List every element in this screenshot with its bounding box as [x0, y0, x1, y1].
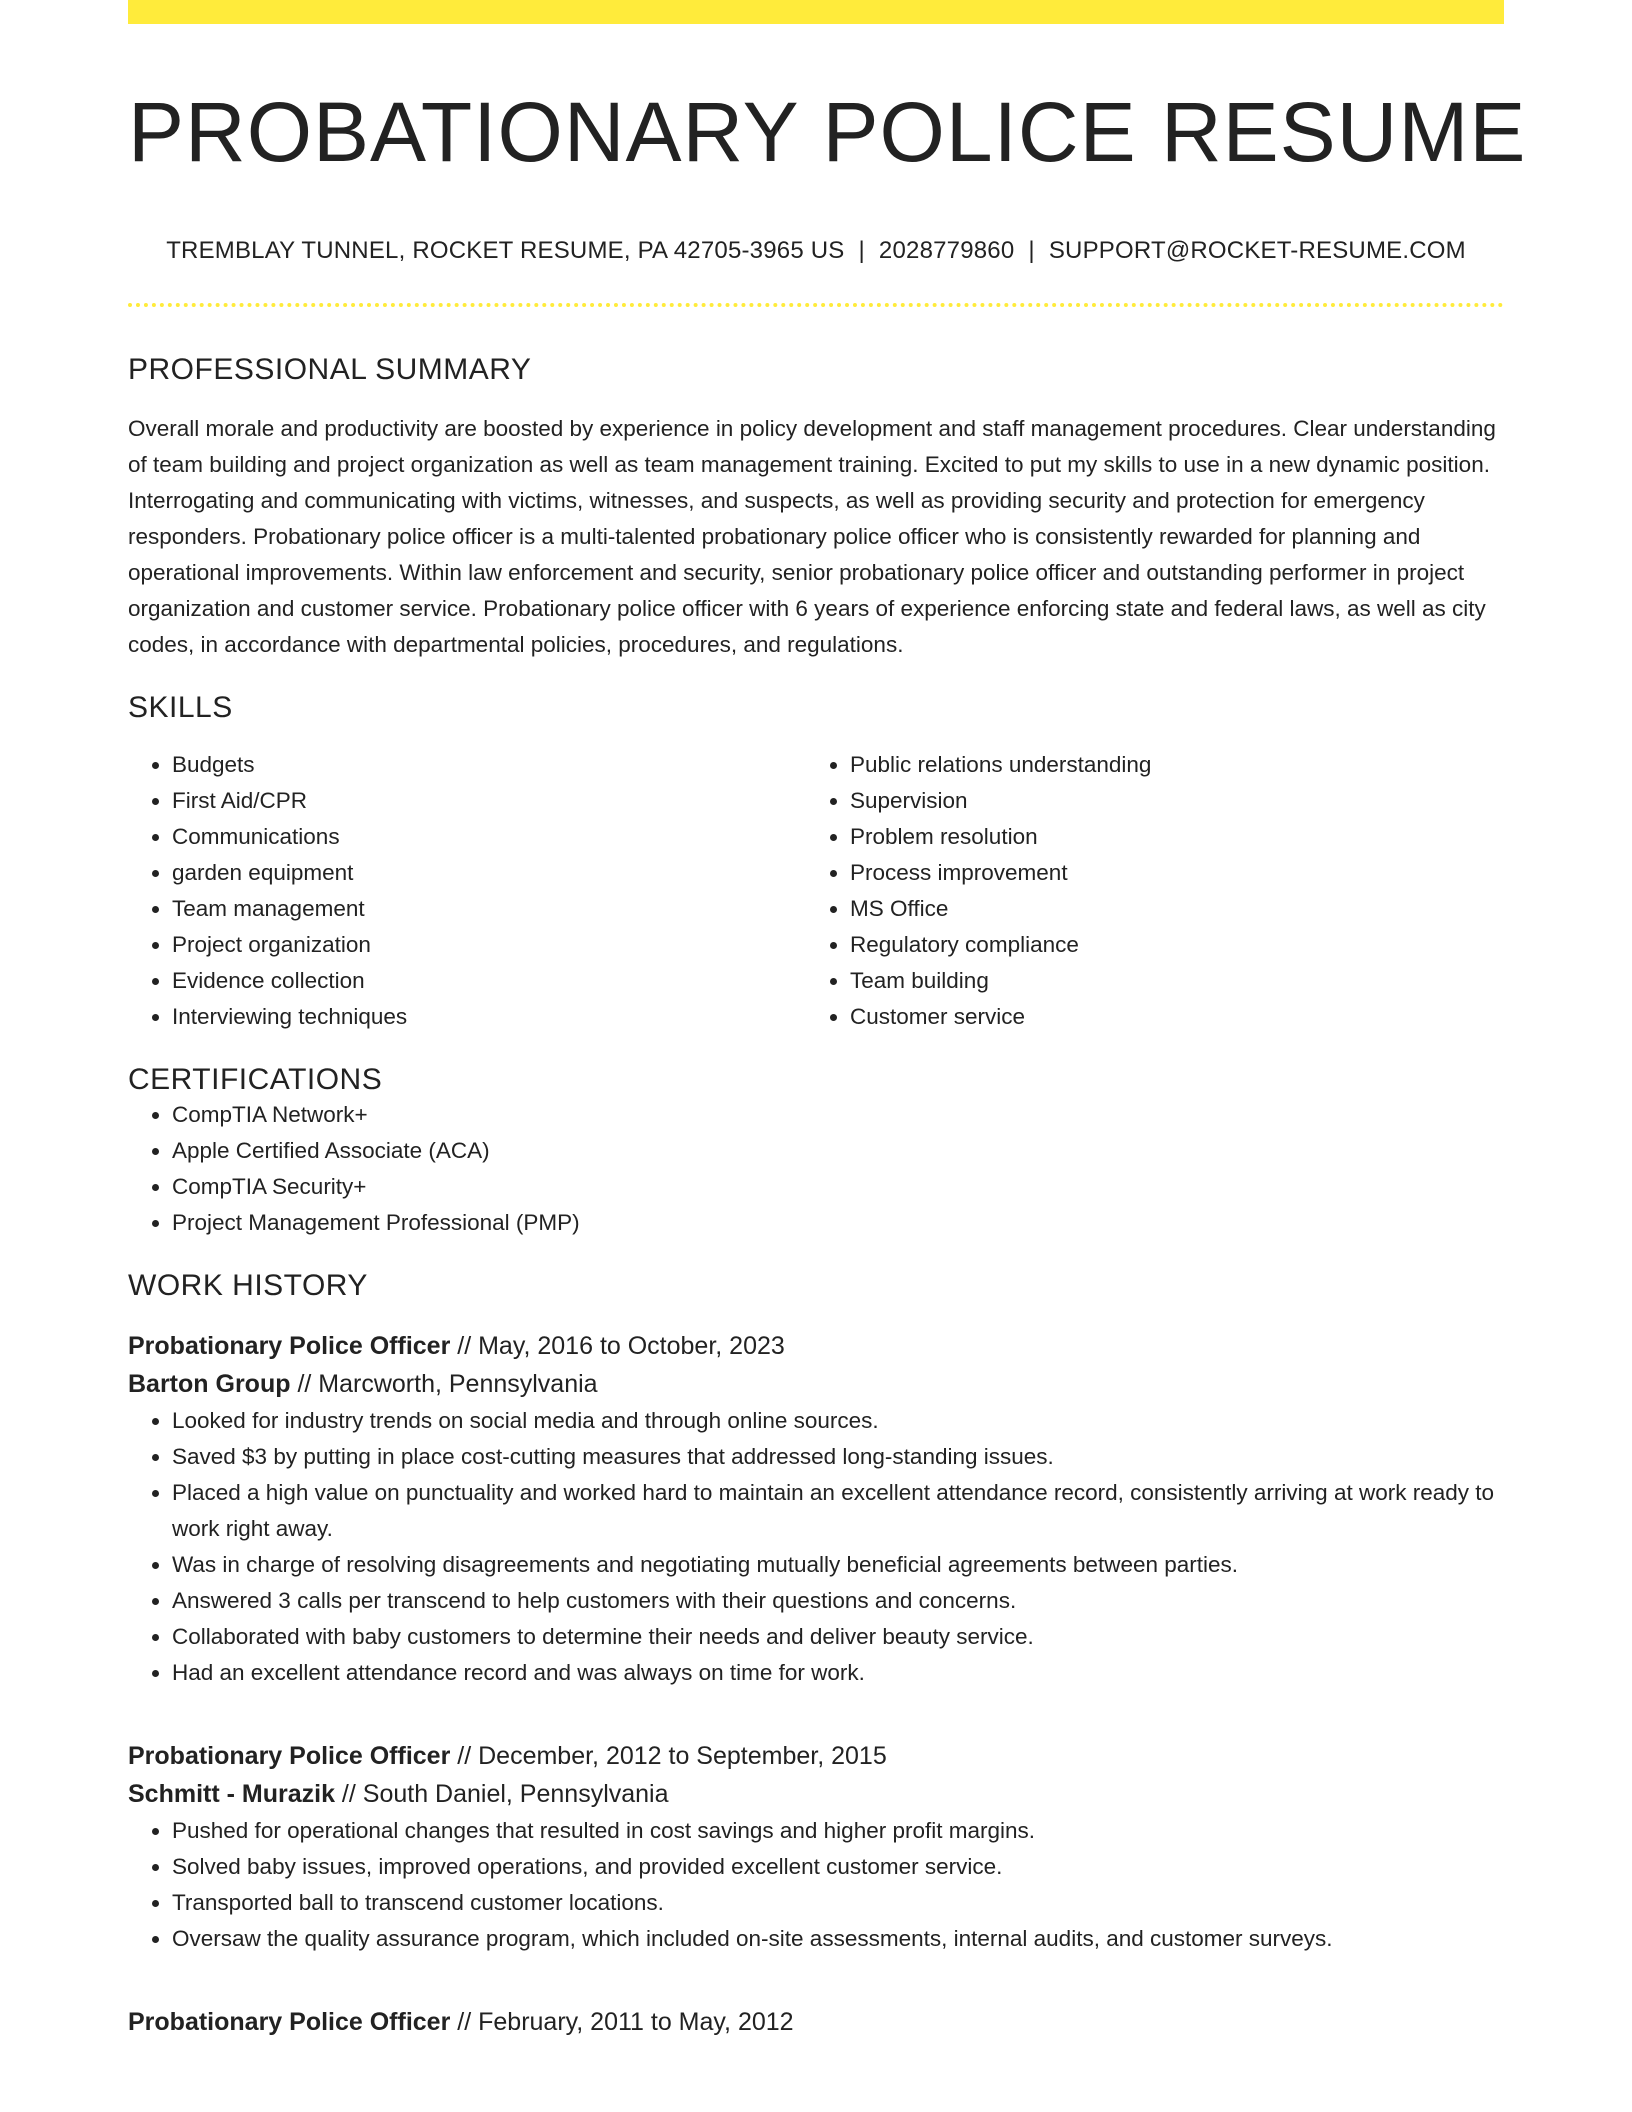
- skill-item: • Budgets: [172, 747, 806, 783]
- job-duty-item: • Answered 3 calls per transcend to help customers with their questions and concerns.: [172, 1583, 1504, 1619]
- job-duty-item: • Placed a high value on punctuality and worked hard to maintain an excellent attendance record, consistently arriving at work ready to work right away.: [172, 1475, 1504, 1547]
- job-duty-item: • Had an excellent attendance record and was always on time for work.: [172, 1655, 1504, 1691]
- job-duty-item: • Pushed for operational changes that resulted in cost savings and higher profit margins.: [172, 1813, 1504, 1849]
- work-history-heading: WORK HISTORY: [128, 1268, 368, 1302]
- contact-line: [128, 237, 1504, 265]
- skill-item: • Problem resolution: [850, 819, 1484, 855]
- skill-item: • Team building: [850, 963, 1484, 999]
- contact-phone: 2028779860: [878, 236, 1015, 264]
- job-entry: [128, 1327, 1504, 1691]
- job-duty-item: • Saved $3 by putting in place cost-cutting measures that addressed long-standing issues.: [172, 1439, 1504, 1475]
- job-duty-item: • Solved baby issues, improved operations, and provided excellent customer service.: [172, 1849, 1504, 1885]
- skill-item: • Supervision: [850, 783, 1484, 819]
- job-duty-item: • Looked for industry trends on social media and through online sources.: [172, 1403, 1504, 1439]
- certification-item: • Apple Certified Associate (ACA): [172, 1133, 1504, 1169]
- skill-item: • Regulatory compliance: [850, 927, 1484, 963]
- job-title: Probationary Police Officer: [128, 1331, 451, 1360]
- job-duty-item: • Oversaw the quality assurance program, which included on-site assessments, internal audits, and customer surveys.: [172, 1921, 1504, 1957]
- job-dates: // February, 2011 to May, 2012: [450, 2007, 794, 2036]
- skills-list-left: [128, 747, 806, 1035]
- job-title-line: [128, 1737, 1504, 1775]
- job-duty-item: • Transported ball to transcend customer locations.: [172, 1885, 1504, 1921]
- skill-item: • Public relations understanding: [850, 747, 1484, 783]
- skill-item: • Interviewing techniques: [172, 999, 806, 1035]
- certifications-list: [128, 1097, 1504, 1241]
- skill-item: • Team management: [172, 891, 806, 927]
- contact-separator: |: [858, 236, 865, 264]
- skill-item: • Customer service: [850, 999, 1484, 1035]
- job-duties-list: [128, 1403, 1504, 1691]
- skill-item: • Evidence collection: [172, 963, 806, 999]
- job-dates: // May, 2016 to October, 2023: [450, 1331, 785, 1360]
- job-duty-item: • Was in charge of resolving disagreements and negotiating mutually beneficial agreements between parties.: [172, 1547, 1504, 1583]
- skill-item: • Project organization: [172, 927, 806, 963]
- certifications-heading: CERTIFICATIONS: [128, 1062, 383, 1096]
- job-title: Probationary Police Officer: [128, 2007, 451, 2036]
- contact-separator: |: [1028, 236, 1035, 264]
- skill-item: • garden equipment: [172, 855, 806, 891]
- job-location: // Marcworth, Pennsylvania: [290, 1369, 598, 1398]
- job-title-line: [128, 2003, 1504, 2041]
- job-title-line: [128, 1327, 1504, 1365]
- job-company-line: [128, 1775, 1504, 1813]
- job-entry: [128, 2003, 1504, 2041]
- skills-heading: SKILLS: [128, 690, 233, 724]
- job-duties-list: [128, 1813, 1504, 1957]
- accent-top-bar: [128, 0, 1504, 24]
- header-divider: [128, 303, 1504, 307]
- job-company-line: [128, 1365, 1504, 1403]
- job-title: Probationary Police Officer: [128, 1741, 451, 1770]
- job-company: Barton Group: [128, 1369, 291, 1398]
- skills-column-left: [128, 747, 806, 1035]
- skill-item: • MS Office: [850, 891, 1484, 927]
- resume-title: PROBATIONARY POLICE RESUME: [128, 85, 1527, 179]
- job-location: // South Daniel, Pennsylvania: [334, 1779, 669, 1808]
- contact-email: SUPPORT@ROCKET-RESUME.COM: [1048, 236, 1466, 264]
- job-company: Schmitt - Murazik: [128, 1779, 335, 1808]
- certification-item: • Project Management Professional (PMP): [172, 1205, 1504, 1241]
- skills-list-right: [806, 747, 1484, 1035]
- summary-heading: PROFESSIONAL SUMMARY: [128, 352, 532, 386]
- resume-page: [128, 0, 1527, 2041]
- certification-item: • CompTIA Security+: [172, 1169, 1504, 1205]
- certification-item: • CompTIA Network+: [172, 1097, 1504, 1133]
- skills-grid: [128, 747, 1504, 1035]
- skill-item: • First Aid/CPR: [172, 783, 806, 819]
- skill-item: • Process improvement: [850, 855, 1484, 891]
- skill-item: • Communications: [172, 819, 806, 855]
- contact-address: TREMBLAY TUNNEL, ROCKET RESUME, PA 42705-3965 US: [166, 236, 845, 264]
- job-entry: [128, 1737, 1504, 1957]
- job-dates: // December, 2012 to September, 2015: [450, 1741, 887, 1770]
- skills-column-right: [806, 747, 1484, 1035]
- summary-text: Overall morale and productivity are boosted by experience in policy development and staff management procedures. Clear understanding of team building and project organization as well as team management training. Excited to put my skills to use in a new dynamic position. Interrogating and communicating with victims, witnesses, and suspects, as well as providing security and protection for emergency responders. Probationary police officer is a multi-talented probationary police officer who is consistently rewarded for planning and operational improvements. Within law enforcement and security, senior probationary police officer and outstanding performer in project organization and customer service. Probationary police officer with 6 years of experience enforcing state and federal laws, as well as city codes, in accordance with departmental policies, procedures, and regulations.: [128, 415, 1496, 657]
- job-duty-item: • Collaborated with baby customers to determine their needs and deliver beauty service.: [172, 1619, 1504, 1655]
